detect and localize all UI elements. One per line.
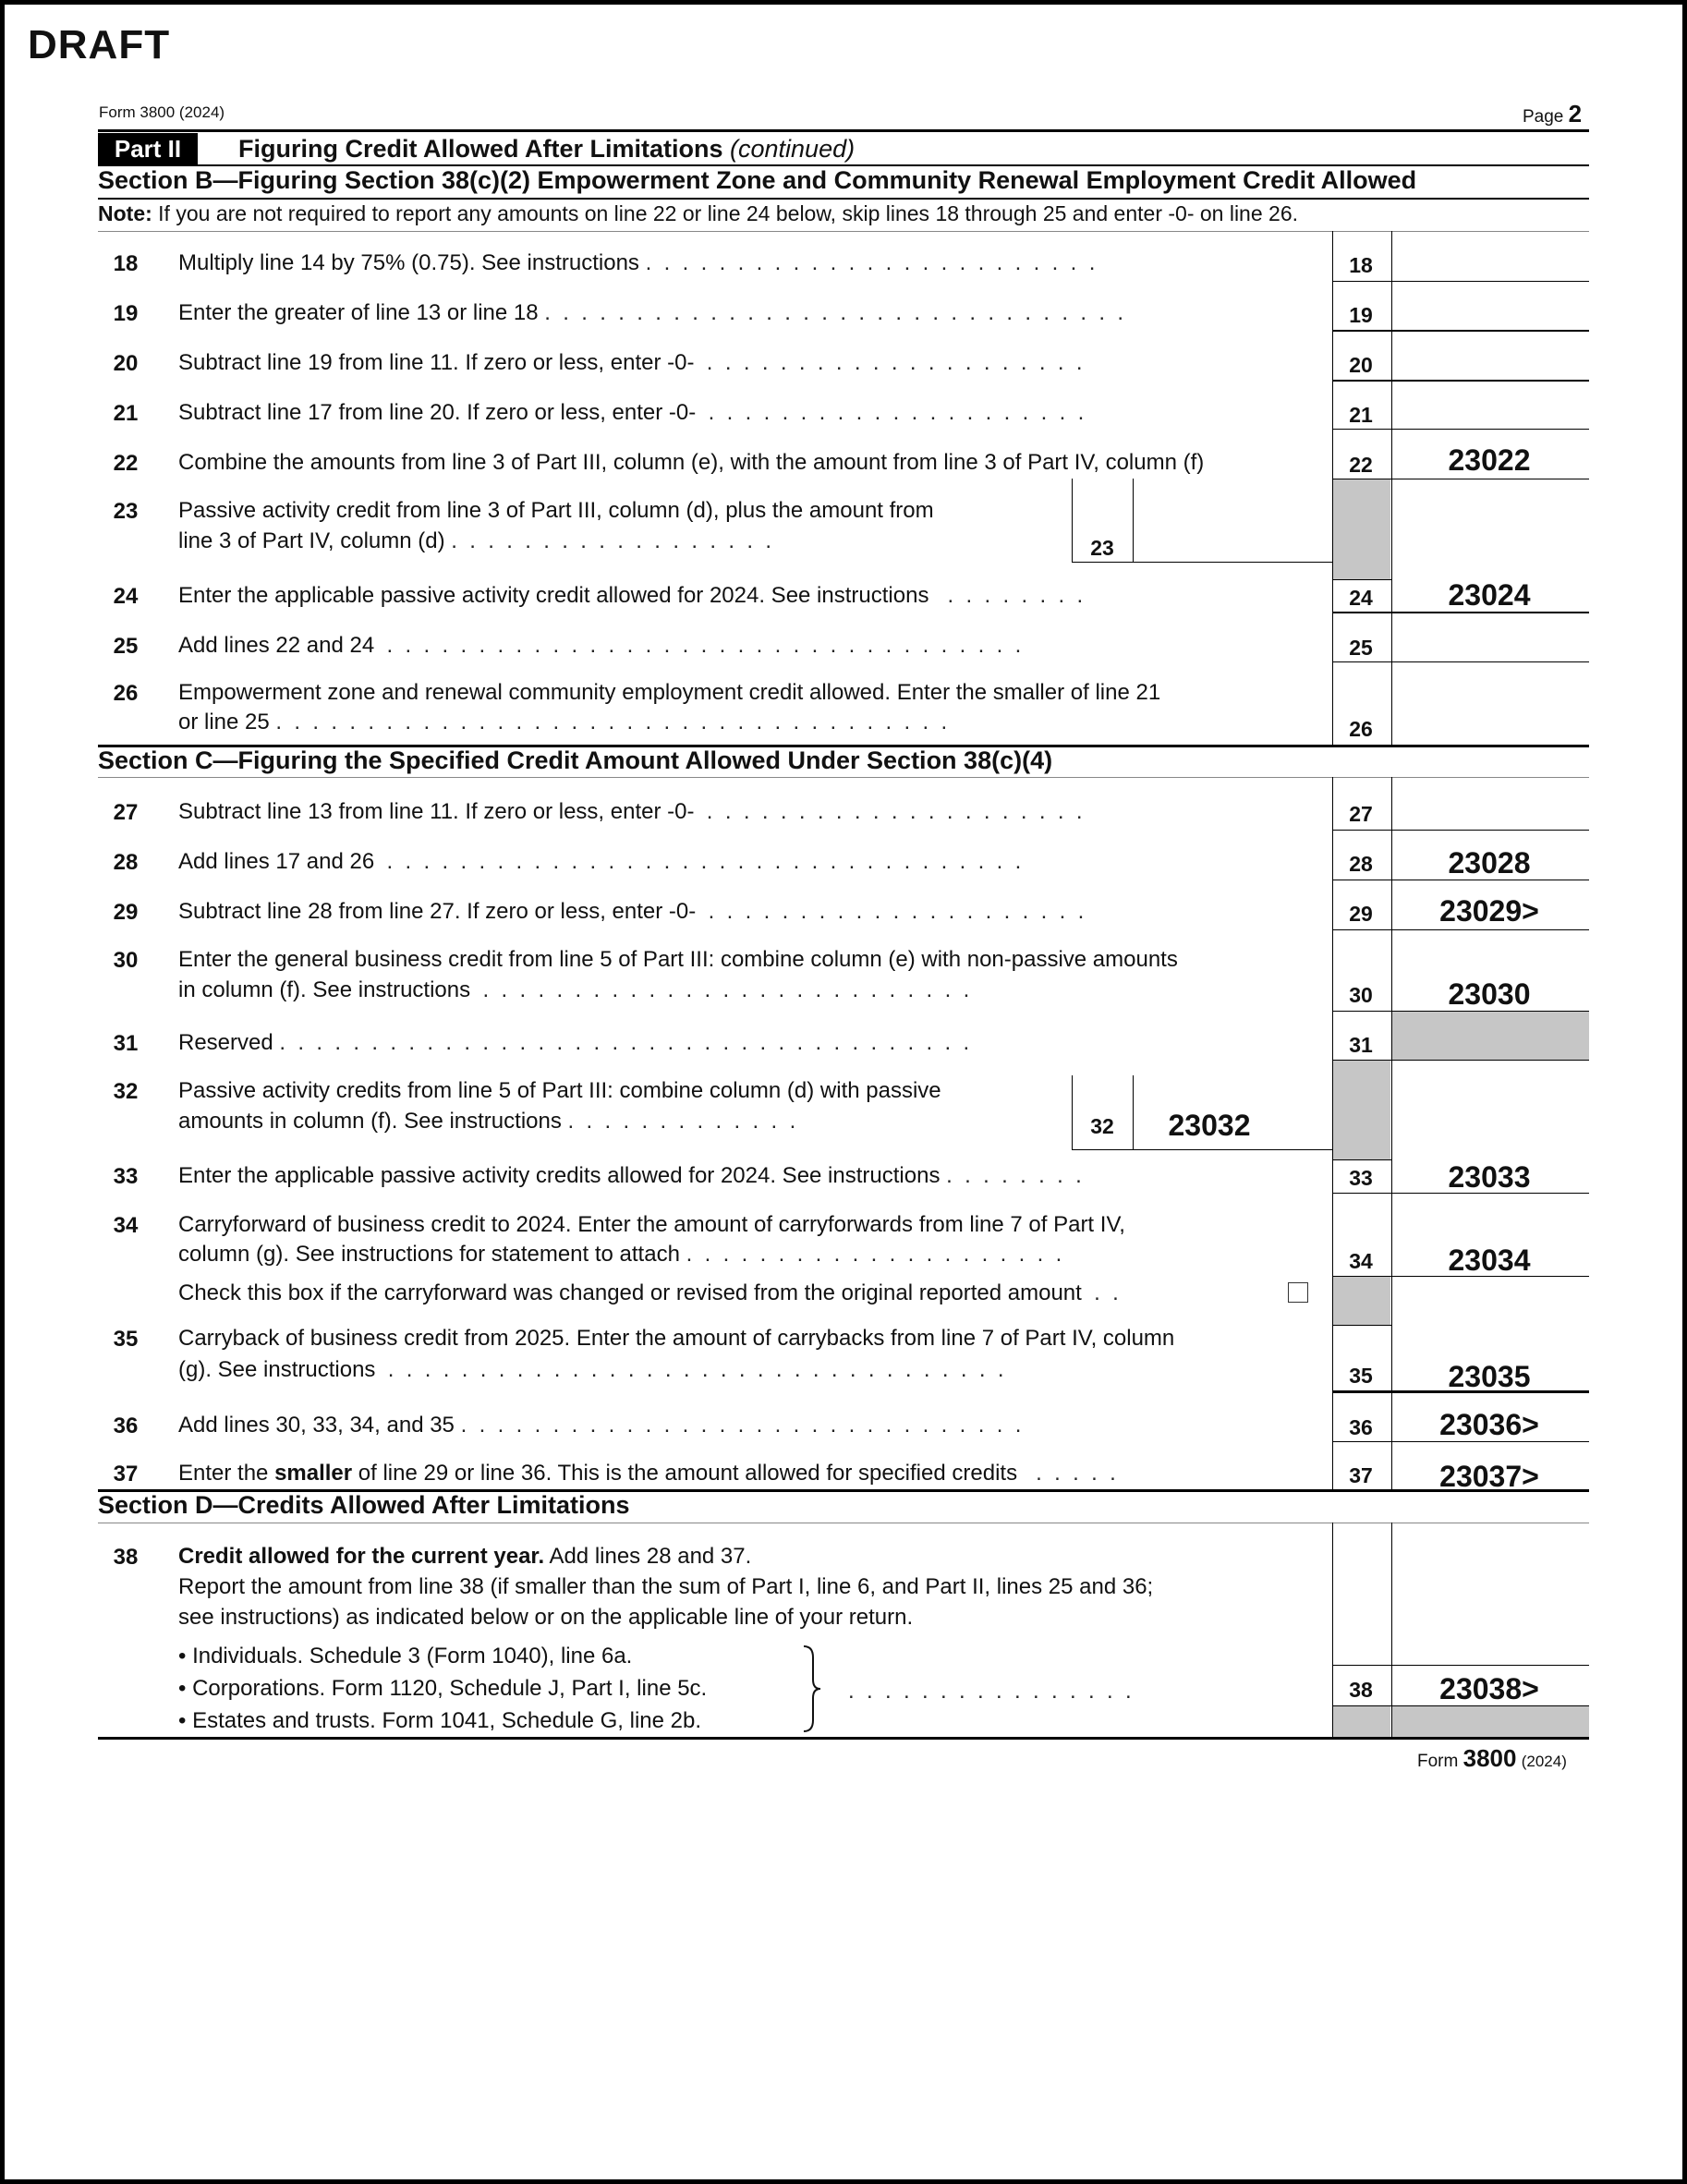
- line-26-box-number: 26: [1349, 717, 1373, 741]
- shaded-cell: [1333, 1061, 1390, 1159]
- line-24-box-number: 24: [1349, 586, 1373, 610]
- line-36-number: 36: [113, 1414, 139, 1438]
- shaded-cell: [1392, 1012, 1589, 1060]
- rule: [1332, 830, 1589, 831]
- col-line: [1072, 479, 1073, 562]
- line-26-label-2: or line 25 . . . . . . . . . . . . . . . . . . . . . . . . . . . . . . . . . . . . .: [178, 710, 948, 734]
- page-indicator: [1523, 100, 1582, 128]
- shaded-cell: [1333, 1706, 1390, 1737]
- rule: [1332, 1665, 1589, 1666]
- line-30-number: 30: [113, 948, 139, 973]
- rule: [1332, 380, 1589, 382]
- rule: [98, 231, 1589, 232]
- line-38-bullet-estates: • Estates and trusts. Form 1041, Schedule G, line 2b.: [178, 1708, 702, 1733]
- line-38-box-number: 38: [1349, 1678, 1373, 1702]
- line-29-amount[interactable]: 23029>: [1439, 894, 1539, 928]
- shaded-cell: [1333, 479, 1390, 579]
- line-36-amount[interactable]: 23036>: [1439, 1408, 1539, 1441]
- line-35-label-2: (g). See instructions . . . . . . . . . . . . . . . . . . . . . . . . . . . . . . . . . .: [178, 1357, 1004, 1382]
- line-33-amount[interactable]: 23033: [1448, 1160, 1531, 1194]
- line-37-amount[interactable]: 23037>: [1439, 1460, 1539, 1493]
- line-32-box-number: 32: [1090, 1114, 1114, 1138]
- rule: [1332, 929, 1589, 930]
- part-title-suffix: (continued): [730, 135, 856, 163]
- carryforward-changed-checkbox[interactable]: [1288, 1282, 1308, 1303]
- shaded-cell: [1333, 1277, 1390, 1325]
- line-20-box-number: 20: [1349, 353, 1373, 377]
- line-34-box-number: 34: [1349, 1249, 1373, 1273]
- line-24-amount[interactable]: 23024: [1448, 578, 1531, 612]
- line-34-checkbox-label: Check this box if the carryforward was changed or revised from the original reported amount . .: [178, 1280, 1119, 1305]
- rule: [1332, 429, 1589, 430]
- line-27-label: Subtract line 13 from line 11. If zero or less, enter -0- . . . . . . . . . . . . . . . . . . . . .: [178, 799, 1083, 824]
- line-29-label: Subtract line 28 from line 27. If zero or less, enter -0- . . . . . . . . . . . . . . . . . . . . .: [178, 899, 1085, 924]
- rule: [1332, 1193, 1589, 1194]
- line-23-label-1: Passive activity credit from line 3 of Part III, column (d), plus the amount from: [178, 498, 934, 523]
- line-35-number: 35: [113, 1327, 139, 1352]
- line-27-number: 27: [113, 800, 139, 825]
- col-line: [1133, 1075, 1134, 1149]
- line-31-label: Reserved . . . . . . . . . . . . . . . . . . . . . . . . . . . . . . . . . . . . . .: [178, 1030, 970, 1055]
- line-25-box-number: 25: [1349, 636, 1373, 660]
- rule: [1332, 612, 1589, 613]
- header-rule: [98, 129, 1589, 132]
- line-18-box-number: 18: [1349, 253, 1373, 277]
- line-24-label: Enter the applicable passive activity credit allowed for 2024. See instructions . . . . . . . .: [178, 583, 1084, 608]
- line-35-label-1: Carryback of business credit from 2025. Enter the amount of carrybacks from line 7 of Part IV, column: [178, 1326, 1175, 1351]
- line-26-number: 26: [113, 681, 139, 706]
- line-25-label: Add lines 22 and 24 . . . . . . . . . . . . . . . . . . . . . . . . . . . . . . . . . . .: [178, 633, 1022, 658]
- rule: [1332, 1441, 1589, 1442]
- line-27-box-number: 27: [1349, 802, 1373, 826]
- shaded-cell: [1392, 1706, 1589, 1737]
- line-32-number: 32: [113, 1079, 139, 1104]
- note-label: Note:: [98, 201, 152, 225]
- section-c-title: Section C—Figuring the Specified Credit Amount Allowed Under Section 38(c)(4): [98, 746, 1053, 774]
- line-38-amount[interactable]: 23038>: [1439, 1672, 1539, 1705]
- line-21-box-number: 21: [1349, 403, 1373, 427]
- line-37-number: 37: [113, 1462, 139, 1486]
- line-28-label: Add lines 17 and 26 . . . . . . . . . . . . . . . . . . . . . . . . . . . . . . . . . . .: [178, 849, 1022, 874]
- line-21-number: 21: [113, 401, 139, 426]
- line-28-amount[interactable]: 23028: [1448, 846, 1531, 880]
- rule: [1332, 579, 1391, 580]
- line-33-box-number: 33: [1349, 1166, 1373, 1190]
- line-22-box-number: 22: [1349, 453, 1373, 477]
- line-32-label-2: amounts in column (f). See instructions . . . . . . . . . . . . .: [178, 1109, 796, 1134]
- line-38-bullet-corporations: • Corporations. Form 1120, Schedule J, Part I, line 5c.: [178, 1676, 708, 1701]
- line-34-amount[interactable]: 23034: [1448, 1244, 1531, 1277]
- part-title: [238, 133, 855, 164]
- line-35-amount[interactable]: 23035: [1448, 1360, 1531, 1393]
- line-20-number: 20: [113, 351, 139, 376]
- rule: [98, 777, 1589, 778]
- rule: [1332, 1325, 1391, 1326]
- line-30-amount[interactable]: 23030: [1448, 977, 1531, 1011]
- line-28-box-number: 28: [1349, 852, 1373, 876]
- line-30-box-number: 30: [1349, 983, 1373, 1007]
- line-38-label-2: Report the amount from line 38 (if smaller than the sum of Part I, line 6, and Part II, lines 25 and 36;: [178, 1574, 1154, 1599]
- rule: [1072, 1149, 1332, 1150]
- footer-form-number: 3800: [1462, 1744, 1517, 1772]
- footer-year: (2024): [1521, 1753, 1567, 1770]
- section-b-note: [98, 201, 1298, 226]
- line-19-label: Enter the greater of line 13 or line 18 . . . . . . . . . . . . . . . . . . . . . . . . . . . . . . . .: [178, 300, 1124, 325]
- page-number: 2: [1568, 100, 1583, 127]
- col-line: [1072, 1075, 1073, 1149]
- rule: [1072, 562, 1332, 563]
- line-24-number: 24: [113, 584, 139, 609]
- rule: [98, 1737, 1589, 1740]
- draft-watermark: DRAFT: [28, 22, 171, 67]
- line-38-label-3: see instructions) as indicated below or on the applicable line of your return.: [178, 1605, 914, 1630]
- line-18-number: 18: [113, 251, 139, 276]
- line-22-label: Combine the amounts from line 3 of Part III, column (e), with the amount from line 3 of Part IV, column (f): [178, 450, 1205, 475]
- line-19-box-number: 19: [1349, 303, 1373, 327]
- line-36-label: Add lines 30, 33, 34, and 35 . . . . . . . . . . . . . . . . . . . . . . . . . . . . . . .: [178, 1413, 1022, 1438]
- line-34-label-2: column (g). See instructions for statement to attach . . . . . . . . . . . . . . . . . . . . .: [178, 1242, 1062, 1267]
- line-18-label: Multiply line 14 by 75% (0.75). See instructions . . . . . . . . . . . . . . . . . . . . . . . . .: [178, 250, 1096, 275]
- line-29-box-number: 29: [1349, 902, 1373, 926]
- col-line: [1391, 231, 1392, 745]
- rule: [1332, 281, 1589, 282]
- section-d-title: Section D—Credits Allowed After Limitations: [98, 1491, 630, 1519]
- line-22-number: 22: [113, 451, 139, 476]
- line-36-box-number: 36: [1349, 1415, 1373, 1439]
- footer-form-word: Form: [1417, 1752, 1459, 1771]
- line-34-label-1: Carryforward of business credit to 2024. Enter the amount of carryforwards from line 7 of Part IV,: [178, 1212, 1125, 1237]
- line-38-dots: . . . . . . . . . . . . . . . .: [848, 1679, 1132, 1704]
- form-id: Form 3800 (2024): [99, 103, 225, 121]
- line-29-number: 29: [113, 900, 139, 925]
- brace-icon: [802, 1644, 822, 1733]
- rule: [1332, 330, 1589, 332]
- line-30-label-2: in column (f). See instructions . . . . . . . . . . . . . . . . . . . . . . . . . . .: [178, 977, 970, 1002]
- line-23-box-number: 23: [1090, 536, 1114, 560]
- footer-form-id: [1417, 1744, 1567, 1773]
- line-37-box-number: 37: [1349, 1463, 1373, 1487]
- line-31-box-number: 31: [1349, 1033, 1373, 1057]
- part-title-text: Figuring Credit Allowed After Limitations: [238, 135, 723, 163]
- line-28-number: 28: [113, 850, 139, 875]
- line-34-number: 34: [113, 1213, 139, 1238]
- line-38-label-1: Credit allowed for the current year. Add lines 28 and 37.: [178, 1544, 752, 1569]
- line-22-amount[interactable]: 23022: [1448, 443, 1531, 477]
- line-21-label: Subtract line 17 from line 20. If zero or less, enter -0- . . . . . . . . . . . . . . . . . . . . .: [178, 400, 1085, 425]
- line-23-number: 23: [113, 499, 139, 524]
- line-19-number: 19: [113, 301, 139, 326]
- rule: [98, 198, 1589, 200]
- line-38-bullet-individuals: • Individuals. Schedule 3 (Form 1040), line 6a.: [178, 1644, 633, 1668]
- section-b-title: Section B—Figuring Section 38(c)(2) Empowerment Zone and Community Renewal Employment Credit Allowed: [98, 166, 1417, 194]
- part-tag: Part II: [98, 133, 198, 164]
- line-20-label: Subtract line 19 from line 11. If zero or less, enter -0- . . . . . . . . . . . . . . . . . . . . .: [178, 350, 1083, 375]
- line-32-amount[interactable]: 23032: [1168, 1109, 1251, 1142]
- page-label: Page: [1523, 107, 1564, 127]
- note-text: If you are not required to report any amounts on line 22 or line 24 below, skip lines 18 through 25 and enter -0- on line 26.: [158, 201, 1299, 225]
- line-30-label-1: Enter the general business credit from line 5 of Part III: combine column (e) with non-passive amounts: [178, 947, 1178, 972]
- rule: [1332, 1390, 1589, 1393]
- rule: [1332, 1159, 1391, 1160]
- line-32-label-1: Passive activity credits from line 5 of Part III: combine column (d) with passive: [178, 1078, 941, 1103]
- rule: [1332, 661, 1589, 662]
- line-26-label-1: Empowerment zone and renewal community employment credit allowed. Enter the smaller of line 21: [178, 680, 1161, 705]
- line-23-label-2: line 3 of Part IV, column (d) . . . . . . . . . . . . . . . . . .: [178, 528, 771, 553]
- line-33-number: 33: [113, 1164, 139, 1189]
- line-35-box-number: 35: [1349, 1364, 1373, 1388]
- line-38-number: 38: [113, 1545, 139, 1570]
- col-line: [1133, 479, 1134, 562]
- line-25-number: 25: [113, 634, 139, 659]
- line-37-label: Enter the smaller of line 29 or line 36. This is the amount allowed for specified credits . . . . .: [178, 1461, 1116, 1486]
- line-33-label: Enter the applicable passive activity credits allowed for 2024. See instructions . . . . . . . .: [178, 1163, 1082, 1188]
- line-31-number: 31: [113, 1031, 139, 1056]
